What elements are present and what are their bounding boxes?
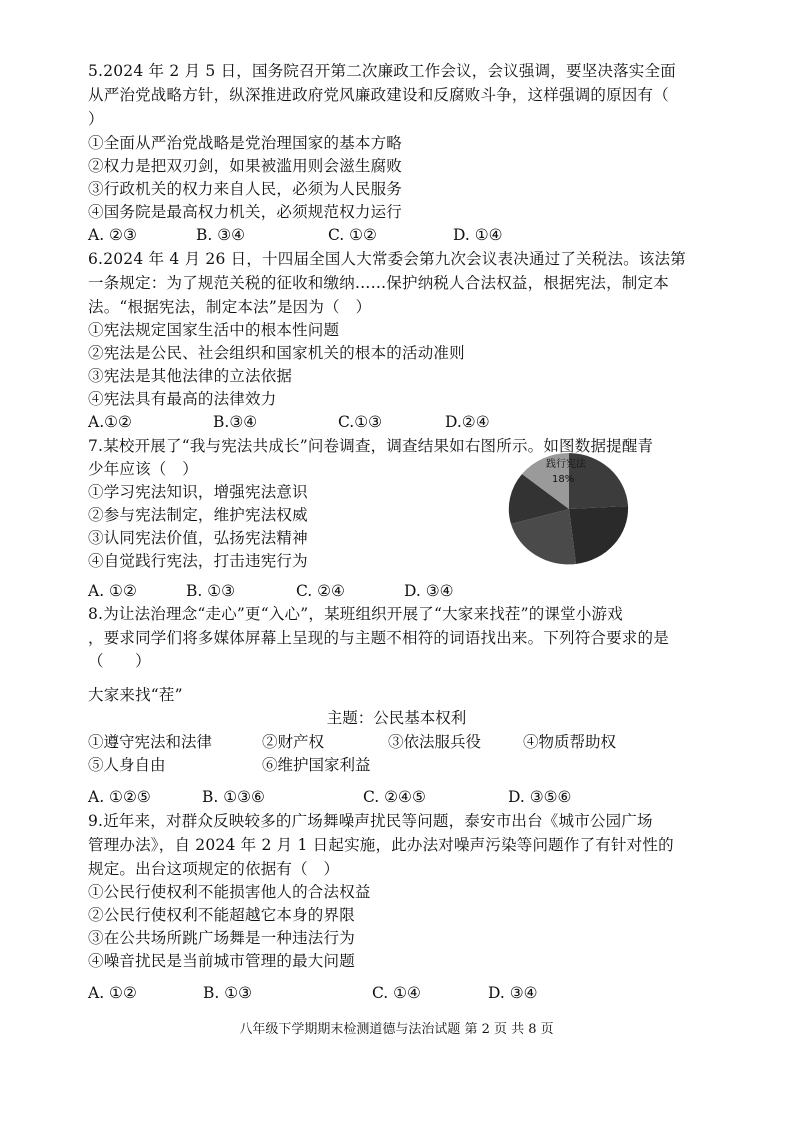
survey-pie-chart (506, 450, 632, 568)
q9-item-4: ④噪音扰民是当前城市管理的最大问题 (88, 952, 355, 970)
q6-option-d[interactable]: D.②④ (445, 413, 490, 431)
q8-option-c[interactable]: C. ②④⑤ (363, 788, 426, 806)
q5-stem-line-2: 从严治党战略方针，纵深推进政府党风廉政建设和反腐败斗争，这样强调的原因有（ (88, 86, 669, 104)
q7-item-4: ④自觉践行宪法，打击违宪行为 (88, 552, 308, 570)
q8-item-1: ①遵守宪法和法律 (88, 733, 213, 751)
q6-item-3: ③宪法是其他法律的立法依据 (88, 367, 293, 385)
q7-item-3: ③认同宪法价值，弘扬宪法精神 (88, 529, 308, 547)
pie-slice-label: 践行宪法 (546, 459, 586, 470)
q6-stem-line-2: 一条规定：为了规范关税的征收和缴纳……保护纳税人合法权益，根据宪法，制定本 (88, 274, 669, 292)
q9-item-3: ③在公共场所跳广场舞是一种违法行为 (88, 929, 355, 947)
q7-stem-line-1: 7.某校开展了“我与宪法共成长”问卷调查，调查结果如右图所示。如图数据提醒青 (88, 437, 654, 455)
q5-option-c[interactable]: C. ①② (328, 226, 377, 244)
q9-stem-line-1: 9.近年来，对群众反映较多的广场舞噪声扰民等问题，泰安市出台《城市公园广场 (88, 812, 653, 830)
q7-item-2: ②参与宪法制定，维护宪法权威 (88, 506, 308, 524)
q6-stem-line-3: 法。“根据宪法，制定本法”是因为（ ） (88, 298, 372, 316)
q5-item-1: ①全面从严治党战略是党治理国家的基本方略 (88, 134, 403, 152)
q6-option-b[interactable]: B.③④ (213, 413, 258, 431)
q8-option-d[interactable]: D. ③⑤⑥ (508, 788, 572, 806)
q8-item-2: ②财产权 (262, 733, 325, 751)
q6-option-c[interactable]: C.①③ (338, 413, 383, 431)
q9-item-1: ①公民行使权利不能损害他人的合法权益 (88, 883, 371, 901)
q8-item-3: ③依法服兵役 (388, 733, 482, 751)
q5-option-b[interactable]: B. ③④ (196, 226, 246, 244)
page-footer: 八年级下学期期末检测道德与法治试题 第 2 页 共 8 页 (239, 1022, 554, 1037)
q5-stem-line-1: 5.2024 年 2 月 5 日，国务院召开第二次廉政工作会议，会议强调，要坚决落实全面 (88, 62, 676, 80)
q7-option-c[interactable]: C. ②④ (296, 582, 345, 600)
q8-game-title: 大家来找“茬” (88, 686, 183, 704)
q9-option-a[interactable]: A. ①② (88, 984, 137, 1002)
q7-stem-line-2: 少年应该（ ） (88, 460, 198, 478)
q5-option-a[interactable]: A. ②③ (88, 226, 137, 244)
q5-item-2: ②权力是把双刃剑，如果被滥用则会滋生腐败 (88, 157, 403, 175)
pie-slice-2 (569, 506, 628, 564)
q6-item-1: ①宪法规定国家生活中的根本性问题 (88, 321, 340, 339)
q9-stem-line-2: 管理办法》，自 2024 年 2 月 1 日起实施，此办法对噪声污染等问题作了有针对性的 (88, 836, 674, 854)
q8-stem-line-3: （ ） (88, 652, 151, 670)
q7-option-d[interactable]: D. ③④ (404, 582, 454, 600)
q6-item-2: ②宪法是公民、社会组织和国家机关的根本的活动准则 (88, 344, 465, 362)
q7-item-1: ①学习宪法知识，增强宪法意识 (88, 483, 308, 501)
q9-stem-line-3: 规定。出台这项规定的依据有（ ） (88, 860, 340, 878)
q9-option-c[interactable]: C. ①④ (372, 984, 421, 1002)
q5-item-3: ③行政机关的权力来自人民，必须为人民服务 (88, 180, 403, 198)
q5-option-d[interactable]: D. ①④ (453, 226, 503, 244)
q5-stem-line-3: ） (88, 110, 104, 128)
q8-theme: 主题：公民基本权利 (326, 709, 467, 727)
q7-option-a[interactable]: A. ①② (88, 582, 137, 600)
q8-option-b[interactable]: B. ①③⑥ (202, 788, 265, 806)
q9-option-d[interactable]: D. ③④ (488, 984, 538, 1002)
q8-option-a[interactable]: A. ①②⑤ (88, 788, 151, 806)
pie-slice-percent: 18% (552, 474, 575, 485)
q6-option-a[interactable]: A.①② (88, 413, 132, 431)
q6-stem-line-1: 6.2024 年 4 月 26 日，十四届全国人大常委会第九次会议表决通过了关税法。该法第 (88, 250, 686, 268)
q6-item-4: ④宪法具有最高的法律效力 (88, 390, 277, 408)
q7-option-b[interactable]: B. ①③ (186, 582, 236, 600)
q8-item-4: ④物质帮助权 (523, 733, 617, 751)
q5-item-4: ④国务院是最高权力机关，必须规范权力运行 (88, 203, 403, 221)
q8-item-5: ⑤人身自由 (88, 756, 166, 774)
q8-item-6: ⑥维护国家利益 (262, 756, 371, 774)
q9-item-2: ②公民行使权利不能超越它本身的界限 (88, 906, 355, 924)
q9-option-b[interactable]: B. ①③ (203, 984, 253, 1002)
q8-stem-line-2: ，要求同学们将多媒体屏幕上呈现的与主题不相符的词语找出来。下列符合要求的是 (88, 629, 669, 647)
q8-stem-line-1: 8.为让法治理念“走心”更“入心”，某班组织开展了“大家来找茬”的课堂小游戏 (88, 605, 623, 623)
